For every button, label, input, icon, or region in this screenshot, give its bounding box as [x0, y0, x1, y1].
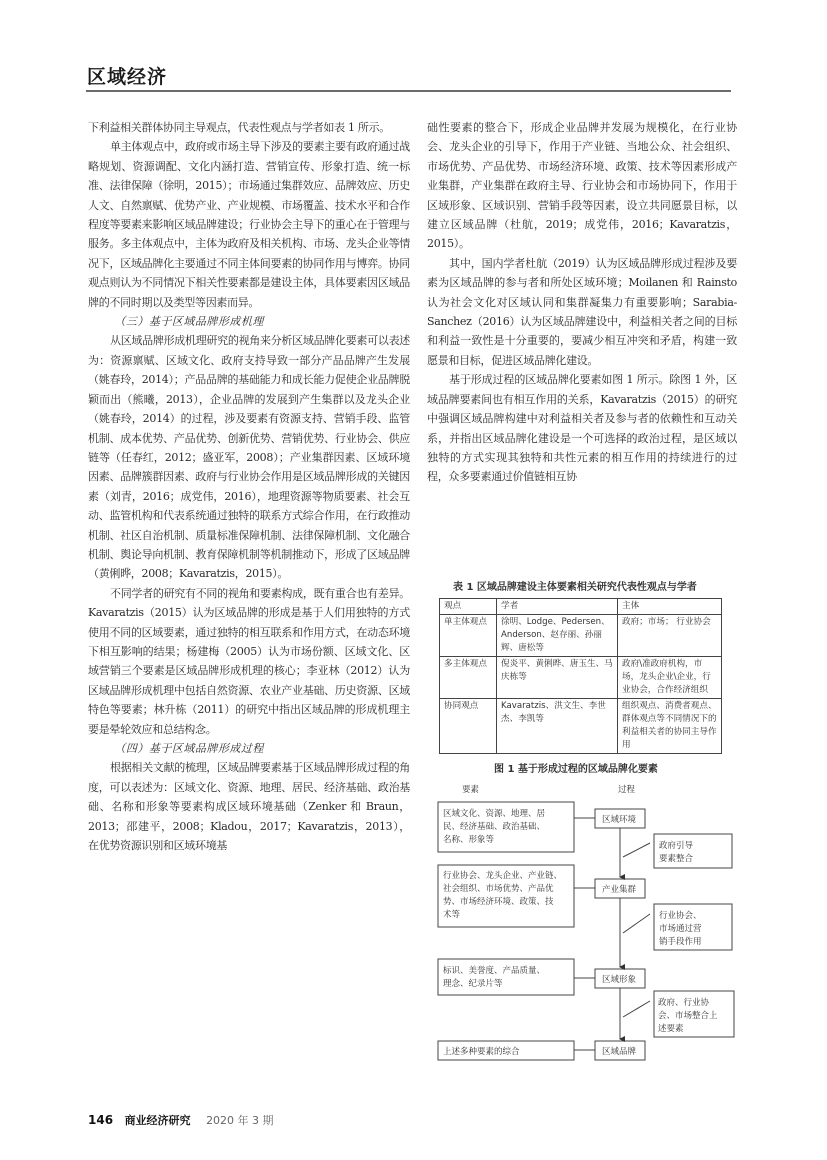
- page-footer: [88, 1112, 274, 1128]
- table-cell: Kavaratzis、洪文生、李世杰、李凯等: [497, 699, 618, 754]
- left-column: [88, 118, 410, 855]
- paragraph: 其中，国内学者杜航（2019）认为区域品牌形成过程涉及要素为区域品牌的参与者和所处区域环境；Moilanen 和 Rainsto 认为社会文化对区域认同和集群凝集力有重要影响；Sarabia-Sanchez（2016）认为区域品牌建设中，利益相关者之间的目标和利益一致性是十分重要的，要减少相互冲突和矛盾，构建一致愿景和目标，促进区域品牌化建设。: [427, 256, 737, 367]
- table-cell: 协同观点: [440, 699, 497, 754]
- table-cell: 政府\准政府机构，市场，龙头企业\企业，行业协会，合作经济组织: [618, 657, 722, 699]
- svg-text:政府引导: 政府引导: [659, 841, 694, 851]
- paragraph: 基于形成过程的区域品牌化要素如图 1 所示。除图 1 外，区域品牌要素间也有相互作用的关系，Kavaratzis（2015）的研究中强调区域品牌构建中对利益相关者及参与者的依赖性和互动关系，并指出区域品牌化建设是一个可选择的政治过程，是区域以独特的方式实现其独特和共性元素的相互作用的持续进行的过程，众多要素通过价值链相互协: [427, 373, 737, 484]
- driver-pointer: [623, 914, 650, 933]
- element-text: [443, 808, 546, 845]
- table-cell: 组织观点、消费者观点、群体观点等不同情况下的利益相关者的协同主导作用: [618, 699, 722, 754]
- svg-text:要素整合: 要素整合: [659, 854, 694, 864]
- table-cell: 单主体观点: [440, 615, 497, 657]
- table-header-cell: 学者: [497, 599, 618, 615]
- svg-text:民、经济基础、政治基础、: 民、经济基础、政治基础、: [443, 822, 546, 832]
- figure-caption: 图 1 基于形成过程的区域品牌化要素: [494, 764, 658, 775]
- stage-label: 区域形象: [602, 975, 637, 985]
- subsection-heading: （三）基于区域品牌形成机理: [114, 315, 264, 329]
- stage-label: 区域环境: [602, 815, 637, 825]
- element-text: [443, 870, 562, 920]
- table-header-row: [440, 599, 722, 615]
- issue-label: 2020 年 3 期: [206, 1114, 274, 1127]
- svg-text:述要素: 述要素: [658, 1024, 684, 1034]
- table-cell: 倪炎平、黄俐晔、唐玉生、马庆栋等: [497, 657, 618, 699]
- stage-label: 产业集群: [602, 885, 637, 895]
- table-cell: 多主体观点: [440, 657, 497, 699]
- paragraph: 根据相关文献的梳理，区域品牌要素基于区域品牌形成过程的角度，可以表述为：区域文化、资源、地理、居民、经济基础、政治基础、名称和形象等要素构成区域环境基础（Zenker 和 Braun，2013；邵建平，2008；Kladou，2017；Kavaratzis，2013），在优势资源识别和区域环境基: [88, 761, 410, 853]
- driver-pointer: [623, 843, 650, 857]
- paragraph: 础性要素的整合下，形成企业品牌并发展为规模化，在行业协会、龙头企业的引导下，作用于产业链、当地公众、社会组织、市场优势、产品优势、市场经济环境、政策、技术等因素形成产业集群，产业集群在政府主导、行业协会和市场协同下，作用于区域形象、区域识别、营销手段等因素，设立共同愿景目标，以建立区域品牌（杜航，2019；成党伟，2016；Kavaratzis，2015）。: [427, 121, 737, 251]
- driver-text: [659, 910, 702, 947]
- svg-text:名称、形象等: 名称、形象等: [443, 835, 495, 845]
- paragraph: 单主体观点中，政府或市场主导下涉及的要素主要有政府通过战略规划、资源调配、文化内涵打造、营销宣传、形象打造、统一标准、法律保障（徐明，2015）；市场通过集群效应、品牌效应、历史人文、自然禀赋、优势产业、产业规模、市场覆盖、技术水平和合作程度等要素来影响区域品牌建设；行业协会主导下的重心在于管理与服务。多主体观点中，主体为政府及相关机构、市场、龙头企业等情况下，区域品牌化主要通过不同主体间要素的协同作用与博弈。协同观点则认为不同情况下相关性要素都是建设主体，具体要素因区域品牌的不同时期以及类型等因素而异。: [88, 140, 410, 309]
- svg-text:理念、纪录片等: 理念、纪录片等: [443, 979, 503, 989]
- element-box: [438, 959, 574, 995]
- col-label-elements: 要素: [462, 785, 480, 795]
- section-title: 区域经济: [87, 66, 168, 88]
- table-caption: 表 1 区域品牌建设主体要素相关研究代表性观点与学者: [453, 582, 697, 593]
- driver-text: [659, 840, 694, 864]
- svg-text:行业协会、: 行业协会、: [659, 911, 702, 921]
- page-number: 146: [88, 1113, 114, 1127]
- driver-pointer: [623, 1001, 650, 1017]
- element-text: 上述多种要素的综合: [443, 1047, 520, 1057]
- table-row: [440, 615, 722, 657]
- svg-text:术等: 术等: [443, 910, 461, 920]
- svg-text:行业协会、龙头企业、产业链、: 行业协会、龙头企业、产业链、: [443, 871, 563, 881]
- figure-1-flowchart: [428, 777, 738, 1077]
- svg-text:会、市场整合上: 会、市场整合上: [658, 1011, 718, 1021]
- element-text: [443, 965, 545, 989]
- table-cell: 政府；市场； 行业协会: [618, 615, 722, 657]
- svg-text:势、市场经济环境、政策、技: 势、市场经济环境、政策、技: [443, 897, 554, 907]
- journal-name: 商业经济研究: [124, 1114, 191, 1127]
- svg-text:市场通过营: 市场通过营: [659, 924, 702, 934]
- header-rule: [86, 90, 731, 92]
- svg-text:标识、美誉度、产品质量、: 标识、美誉度、产品质量、: [443, 966, 546, 976]
- svg-text:政府、行业协: 政府、行业协: [658, 998, 710, 1008]
- driver-text: [658, 997, 718, 1034]
- table-header-cell: 主体: [618, 599, 722, 615]
- table-cell: 徐明、Lodge、Pedersen、Anderson、赵存丽、孙丽辉、唐松等: [497, 615, 618, 657]
- stage-label: 区域品牌: [602, 1047, 637, 1057]
- paragraph: 从区域品牌形成机理研究的视角来分析区域品牌化要素可以表述为：资源禀赋、区域文化、政府支持导致一部分产品品牌产生发展（姚春玲，2014）；产品品牌的基础能力和成长能力促使企业品牌脱颖而出（熊曦，2013），企业品牌的发展到产生集群以及龙头企业（姚春玲，2014）的过程，涉及要素有资源支持、营销手段、监管机制、成本优势、产品优势、创新优势、营销优势、行业协会、供应链等（任春红，2012；盛亚军，2008）；产业集群因素、区域环境因素、品牌簇群因素、政府与行业协会作用是区域品牌形成的关键因素（刘青，2016；成党伟，2016），地理资源等物质要素、社会互动、监管机构和代表系统通过独特的联系方式综合作用，在行政推动机制、社区自治机制、质量标准保障机制、法律保障机制、文化融合机制、舆论导向机制、教育保障机制等机制推动下，形成了区域品牌（黄俐晔，2008；Kavaratzis，2015）。: [88, 334, 410, 581]
- svg-text:销手段作用: 销手段作用: [659, 937, 702, 947]
- svg-text:社会组织、市场优势、产品优: 社会组织、市场优势、产品优: [443, 884, 554, 894]
- svg-text:区域文化、资源、地理、居: 区域文化、资源、地理、居: [443, 809, 546, 819]
- paragraph: 不同学者的研究有不同的视角和要素构成，既有重合也有差异。Kavaratzis（2015）认为区域品牌的形成是基于人们用独特的方式使用不同的区域要素，通过独特的相互联系和作用方式，在动态环境下相互影响的结果；杨建梅（2005）认为市场份额、区域文化、区域营销三个要素是区域品牌形成机理的核心；李亚林（2012）认为区域品牌形成机理中包括自然资源、农业产业基础、历史资源、区域特色等要素；林升栋（2011）的研究中指出区域品牌的形成机理主要是晕轮效应和总结构念。: [88, 586, 410, 736]
- table-1: [439, 598, 722, 754]
- paragraph: 下利益相关群体协同主导观点，代表性观点与学者如表 1 所示。: [88, 121, 390, 134]
- subsection-heading: （四）基于区域品牌形成过程: [114, 742, 264, 755]
- col-label-process: 过程: [618, 785, 636, 795]
- right-column: [427, 118, 737, 487]
- table-row: [440, 657, 722, 699]
- table-row: [440, 699, 722, 754]
- table-header-cell: 观点: [440, 599, 497, 615]
